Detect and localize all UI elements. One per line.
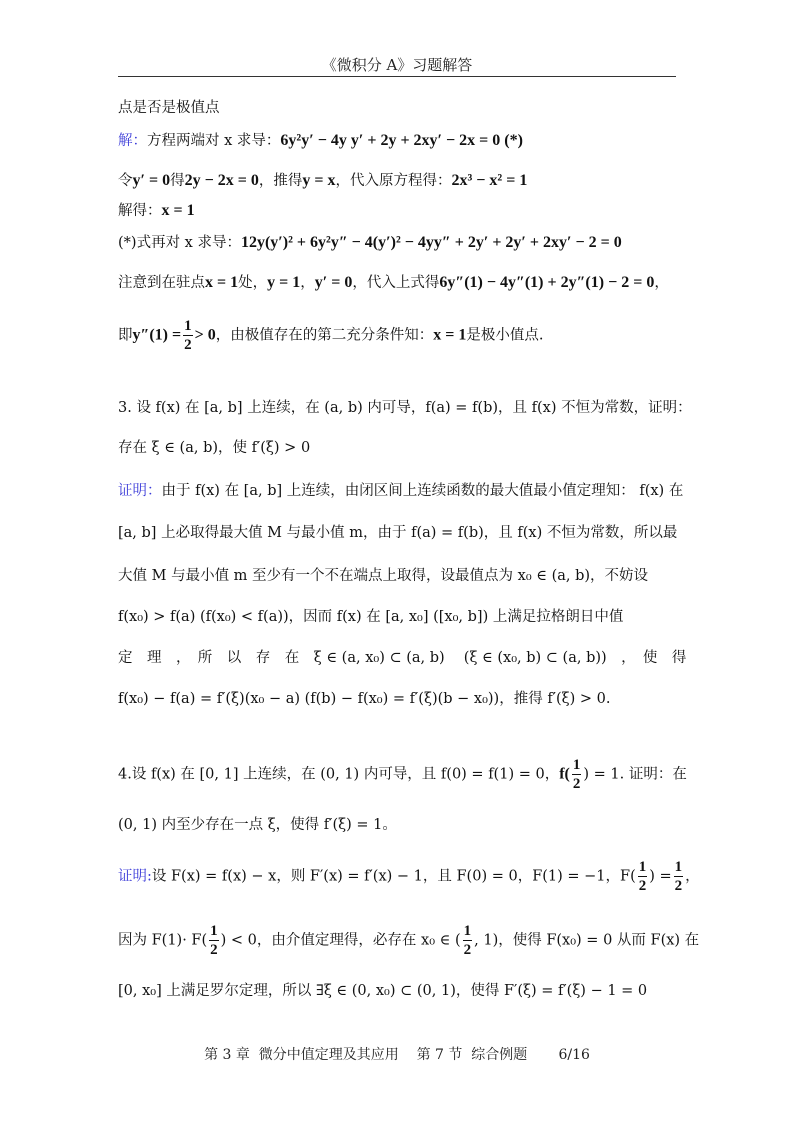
math-fragment: 2x³ − x² = 1 [451,172,528,189]
fraction [209,922,219,959]
proof-label: 证明： [118,483,162,499]
fraction-denominator: 2 [463,942,472,958]
solution-line-5 [118,273,678,293]
problem3-proof-5: 定 理 ， 所 以 存 在 ξ ∈ (a, x₀) ⊂ (a, b) (ξ ∈ (x₀, b) ⊂ (a, b)) ， 使 得 [118,650,687,666]
fraction-numerator: 1 [572,757,581,773]
fraction-numerator: 1 [184,318,192,334]
text-fragment: 4.设 f(x) 在 [0, 1] 上连续，在 (0, 1) 内可导，且 f(0) = f(1) = 0， [118,766,560,783]
text-fragment: 注意到在驻点 [118,275,205,291]
fraction-numerator: 1 [463,923,472,939]
problem3-proof-2: [a, b] 上必取得最大值 M 与最小值 m，由于 f(a) = f(b)，且 f(x) 不恒为常数，所以最 [118,525,678,541]
fraction [674,858,684,895]
problem3-proof-1 [118,481,684,501]
problem4-proof-2 [118,922,700,959]
fraction [463,922,473,959]
solution-text-1: 方程两端对 x 求导： [147,133,281,149]
text-fragment: 解得： [118,203,162,219]
text-fragment: ) = 1. 证明：在 [583,766,687,783]
problem3-statement-2: 存在 ξ ∈ (a, b)，使 f′(ξ) > 0 [118,440,311,456]
solution-line-1 [118,131,678,151]
page-footer: 第 3 章 微分中值定理及其应用 第 7 节 综合例题 6/16 [204,1047,590,1063]
fraction-denominator: 2 [638,878,647,894]
fraction [638,858,648,895]
text-fragment: 令 [118,173,133,189]
solution-line-4 [118,233,678,253]
proof-text: ) < 0，由介值定理得，必存在 x₀ ∈ ( [220,932,461,949]
proof-text: , 1)，使得 F(x₀) = 0 从而 F(x) 在 [474,932,700,949]
text-fragment: 是极小值点. [466,327,544,344]
math-fragment: f( [559,765,570,783]
problem3-proof-4: f(x₀) > f(a) (f(x₀) < f(a))，因而 f(x) 在 [a, x₀] ([x₀, b]) 上满足拉格朗日中值 [118,609,624,625]
proof-text: 由于 f(x) 在 [a, b] 上连续，由闭区间上连续函数的最大值最小值定理知： f(x) 在 [161,483,684,499]
math-fragment: > 0 [194,326,216,344]
fraction-numerator: 1 [638,859,647,875]
problem3-proof-3: 大值 M 与最小值 m 至少有一个不在端点上取得，设最值点为 x₀ ∈ (a, b)，不妨设 [118,568,649,584]
math-fragment: y = x [302,172,336,189]
intro-text: 点是否是极值点 [118,100,220,116]
math-fragment: x = 1 [433,326,467,344]
text-fragment: 处， [238,275,268,291]
problem3-statement-1: 3. 设 f(x) 在 [a, b] 上连续，在 (a, b) 内可导，f(a) = f(b)，且 f(x) 不恒为常数，证明： [118,400,692,416]
solution-line-2 [118,171,678,191]
text-fragment: ， [654,275,669,291]
fraction-numerator: 1 [674,859,683,875]
math-fragment: 6y″(1) − 4y″(1) + 2y″(1) − 2 = 0 [439,274,655,291]
fraction-numerator: 1 [210,923,218,939]
text-fragment: ，由极值存在的第二充分条件知： [215,327,434,344]
proof-text: ， [685,868,700,885]
text-fragment: ，代入原方程得： [335,173,452,189]
problem3-proof-6: f(x₀) − f(a) = f′(ξ)(x₀ − a) (f(b) − f(x₀) = f′(ξ)(b − x₀))，推得 f′(ξ) > 0. [118,691,611,707]
problem4-statement-1 [118,756,687,793]
text-fragment: ， [300,275,315,291]
text-fragment: ，推得 [258,173,303,189]
fraction-denominator: 2 [674,878,683,894]
proof-text: 设 F(x) = f(x) − x，则 F′(x) = f′(x) − 1，且 F(0) = 0，F(1) = −1，F( [151,868,636,885]
math-fragment: y′ = 0 [314,274,353,291]
math-fragment: y″(1) = [132,326,182,344]
fraction-denominator: 2 [184,337,192,353]
math-fragment: x = 1 [161,202,195,219]
fraction-denominator: 2 [210,942,218,958]
fraction [572,756,582,793]
problem4-proof-3: [0, x₀] 上满足罗尔定理，所以 ∃ξ ∈ (0, x₀) ⊂ (0, 1)，使得 F′(ξ) = f′(ξ) − 1 = 0 [118,983,648,999]
problem4-proof-1 [118,858,700,895]
header-rule [118,76,676,77]
math-fragment: y = 1 [267,274,301,291]
proof-text: ) = [649,868,672,885]
proof-label: 证明: [118,868,152,885]
text-fragment: ，代入上式得 [352,275,440,291]
fraction-denominator: 2 [572,776,581,792]
math-fragment: y′ = 0 [132,172,171,189]
problem4-statement-2: (0, 1) 内至少存在一点 ξ，使得 f′(ξ) = 1。 [118,817,397,833]
page-header: 《微积分 A》习题解答 [321,56,473,74]
second-derivative-equation: 12y(y′)² + 6y²y″ − 4(y′)² − 4yy″ + 2y′ + 2y′ + 2xy′ − 2 = 0 [240,234,622,251]
text-fragment: (*)式再对 x 求导： [118,235,241,251]
intro-line [118,98,678,118]
text-fragment: 即 [118,327,133,344]
text-fragment: 得 [170,173,185,189]
fraction [183,317,193,354]
solution-line-6 [118,317,678,354]
proof-text: 因为 F(1)· F( [118,932,208,949]
math-fragment: 2y − 2x = 0 [184,172,259,189]
solution-line-3 [118,201,678,221]
solution-label: 解： [118,133,147,149]
equation-derivative: 6y²y′ − 4y y′ + 2y + 2xy′ − 2x = 0 (*) [280,132,523,149]
math-fragment: x = 1 [205,274,239,291]
